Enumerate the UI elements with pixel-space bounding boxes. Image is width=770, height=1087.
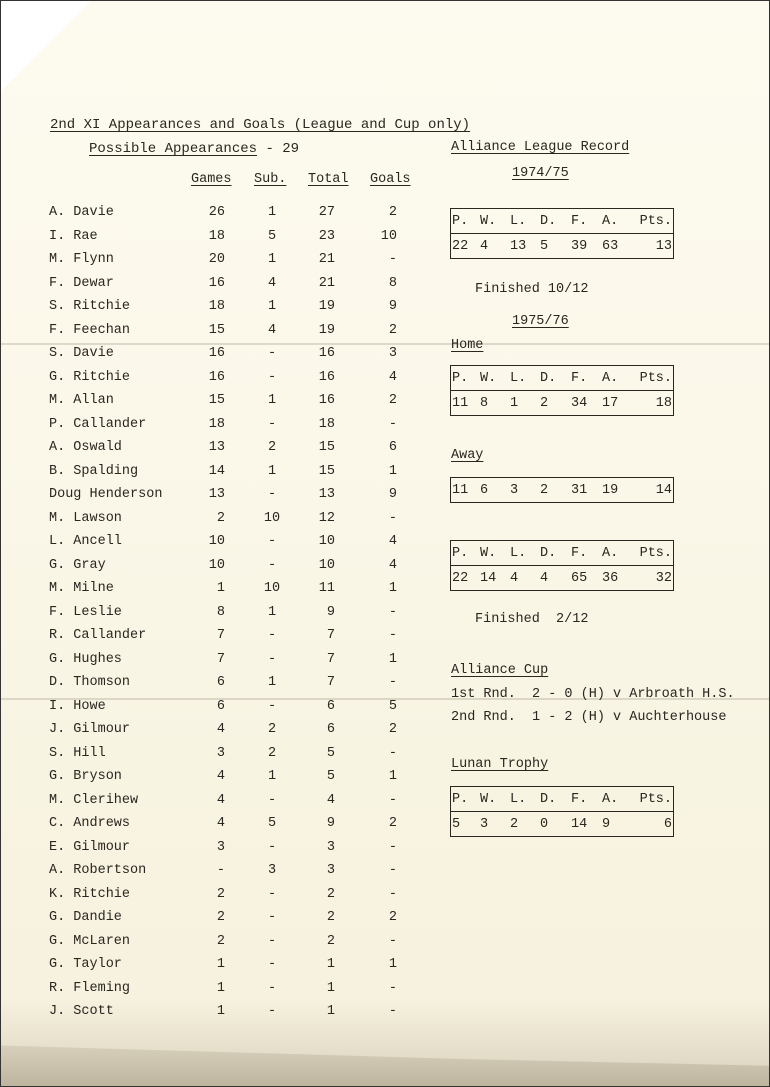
sub-cell: 4 xyxy=(267,322,277,338)
player-name: G. Taylor xyxy=(49,957,122,972)
player-name: C. Andrews xyxy=(49,816,131,831)
games-cell: 14 xyxy=(208,463,225,479)
table-row xyxy=(1,440,431,460)
player-name: F. Feechan xyxy=(49,322,131,338)
total-cell: 18 xyxy=(318,416,335,432)
sub-cell: - xyxy=(267,628,277,643)
column-header-games: Games xyxy=(191,172,232,187)
player-name: G. Dandie xyxy=(49,910,122,925)
home-label: Home xyxy=(451,338,484,353)
sub-cell: 1 xyxy=(267,299,277,314)
player-name: J. Gilmour xyxy=(49,722,131,737)
total-cell: 19 xyxy=(318,322,335,338)
total-cell: 6 xyxy=(326,698,335,714)
player-name: B. Spalding xyxy=(49,463,139,479)
goals-cell: - xyxy=(388,933,397,949)
record-values-row: 11 6 3 2 31 19 14 xyxy=(452,482,672,498)
player-name: I. Howe xyxy=(49,698,106,714)
goals-cell: - xyxy=(388,863,397,878)
player-name: G. Bryson xyxy=(49,769,122,784)
games-cell: - xyxy=(216,863,225,878)
games-cell: 10 xyxy=(208,557,225,573)
cup-round-1: 1st Rnd. 2 - 0 (H) v Arbroath H.S. xyxy=(451,687,735,702)
page-title: 2nd XI Appearances and Goals (League and Cup only) xyxy=(50,117,471,133)
possible-appearances xyxy=(89,142,299,156)
total-cell: 1 xyxy=(326,1004,335,1019)
games-cell: 15 xyxy=(208,322,225,338)
games-cell: 18 xyxy=(208,416,225,432)
record-values-row: 11 8 1 2 34 17 18 xyxy=(451,390,673,415)
player-name: M. Lawson xyxy=(49,510,122,526)
sub-cell: - xyxy=(267,792,277,808)
sub-cell: 1 xyxy=(267,205,277,220)
total-cell: 9 xyxy=(326,604,335,620)
goals-cell: 4 xyxy=(388,557,397,573)
record-table-1974 xyxy=(450,208,674,259)
record-table-1975-total xyxy=(450,540,674,591)
total-cell: 5 xyxy=(326,745,335,761)
player-name: E. Gilmour xyxy=(49,839,131,855)
games-cell: 6 xyxy=(216,698,225,714)
sub-cell: - xyxy=(267,416,277,432)
goals-cell: 10 xyxy=(380,228,397,244)
player-name: S. Ritchie xyxy=(49,299,131,314)
total-cell: 7 xyxy=(326,628,335,643)
total-cell: 3 xyxy=(326,839,335,855)
player-name: D. Thomson xyxy=(49,675,131,690)
games-cell: 18 xyxy=(208,228,225,244)
games-cell: 1 xyxy=(216,957,225,972)
player-name: S. Hill xyxy=(49,745,106,761)
table-row xyxy=(1,511,431,531)
table-row xyxy=(1,487,431,507)
paper-fold xyxy=(1,343,769,345)
games-cell: 18 xyxy=(208,299,225,314)
table-row xyxy=(1,793,431,813)
total-cell: 7 xyxy=(326,675,335,690)
record-table-lunan xyxy=(450,786,674,837)
goals-cell: 2 xyxy=(388,722,397,737)
table-row xyxy=(1,393,431,413)
goals-cell: - xyxy=(388,1004,397,1019)
sub-cell: 1 xyxy=(267,675,277,690)
goals-cell: - xyxy=(388,792,397,808)
total-cell: 2 xyxy=(326,910,335,925)
table-row xyxy=(1,417,431,437)
player-name: J. Scott xyxy=(49,1004,114,1019)
table-row xyxy=(1,934,431,954)
games-cell: 2 xyxy=(216,510,225,526)
sub-cell: - xyxy=(267,534,277,549)
table-row xyxy=(1,370,431,390)
games-cell: 3 xyxy=(216,745,225,761)
table-row xyxy=(1,746,431,766)
goals-cell: 8 xyxy=(388,275,397,291)
table-row xyxy=(1,229,431,249)
lunan-title: Lunan Trophy xyxy=(451,757,549,772)
sub-cell: - xyxy=(267,369,277,385)
total-cell: 15 xyxy=(318,440,335,455)
player-name: M. Milne xyxy=(49,581,114,596)
table-row xyxy=(1,863,431,883)
total-cell: 21 xyxy=(318,275,335,291)
total-cell: 1 xyxy=(326,980,335,996)
sub-cell: 2 xyxy=(267,440,277,455)
games-cell: 15 xyxy=(208,393,225,408)
table-row xyxy=(1,323,431,343)
player-name: A. Robertson xyxy=(49,863,147,878)
total-cell: 7 xyxy=(326,651,335,667)
table-row xyxy=(1,1004,431,1024)
goals-cell: 2 xyxy=(388,322,397,338)
games-cell: 4 xyxy=(216,769,225,784)
games-cell: 16 xyxy=(208,369,225,385)
record-values-row: 22 4 13 5 39 63 13 xyxy=(451,233,673,258)
table-row xyxy=(1,581,431,601)
table-row xyxy=(1,534,431,554)
sub-cell: - xyxy=(267,933,277,949)
record-table-home xyxy=(450,365,674,416)
goals-cell: 1 xyxy=(388,769,397,784)
sub-cell: 3 xyxy=(267,863,277,878)
total-cell: 2 xyxy=(326,933,335,949)
player-name: G. Ritchie xyxy=(49,369,131,385)
goals-cell: - xyxy=(388,628,397,643)
sub-cell: 1 xyxy=(267,252,277,267)
table-row xyxy=(1,299,431,319)
season-1975-label: 1975/76 xyxy=(512,314,569,329)
table-row xyxy=(1,910,431,930)
away-label: Away xyxy=(451,448,484,463)
table-row xyxy=(1,699,431,719)
player-name: A. Davie xyxy=(49,205,114,220)
player-name: P. Callander xyxy=(49,416,147,432)
sub-cell: 1 xyxy=(267,604,277,620)
total-cell: 3 xyxy=(326,863,335,878)
table-row xyxy=(1,981,431,1001)
player-name: S. Davie xyxy=(49,346,114,361)
table-row xyxy=(1,722,431,742)
games-cell: 7 xyxy=(216,651,225,667)
games-cell: 8 xyxy=(216,604,225,620)
table-row xyxy=(1,957,431,977)
games-cell: 1 xyxy=(216,1004,225,1019)
player-name: G. Hughes xyxy=(49,651,122,667)
player-name: I. Rae xyxy=(49,228,98,244)
table-row xyxy=(1,605,431,625)
games-cell: 2 xyxy=(216,933,225,949)
sub-cell: - xyxy=(267,487,277,502)
column-header-goals: Goals xyxy=(370,172,411,187)
page-corner xyxy=(1,1,91,91)
total-cell: 16 xyxy=(318,369,335,385)
games-cell: 7 xyxy=(216,628,225,643)
record-table-away xyxy=(450,477,674,503)
cup-round-2: 2nd Rnd. 1 - 2 (H) v Auchterhouse xyxy=(451,710,727,725)
player-name: R. Fleming xyxy=(49,980,131,996)
table-row xyxy=(1,816,431,836)
player-name: G. McLaren xyxy=(49,933,131,949)
goals-cell: 1 xyxy=(388,581,397,596)
record-header-row: P. W. L. D. F. A. Pts. xyxy=(452,213,672,229)
goals-cell: 2 xyxy=(388,910,397,925)
table-row xyxy=(1,628,431,648)
total-cell: 16 xyxy=(318,346,335,361)
goals-cell: 1 xyxy=(388,463,397,479)
goals-cell: - xyxy=(388,252,397,267)
sub-cell: 1 xyxy=(267,769,277,784)
player-name: L. Ancell xyxy=(49,534,122,549)
sub-cell: 5 xyxy=(267,816,277,831)
total-cell: 10 xyxy=(318,557,335,573)
player-name: R. Callander xyxy=(49,628,147,643)
sub-cell: 2 xyxy=(267,722,277,737)
record-values-row: 22 14 4 4 65 36 32 xyxy=(451,565,673,590)
cup-title: Alliance Cup xyxy=(451,663,549,678)
player-name: A. Oswald xyxy=(49,440,122,455)
goals-cell: 4 xyxy=(388,534,397,549)
goals-cell: 2 xyxy=(388,816,397,831)
goals-cell: 1 xyxy=(388,651,397,667)
games-cell: 2 xyxy=(216,910,225,925)
goals-cell: - xyxy=(388,510,397,526)
total-cell: 6 xyxy=(326,722,335,737)
goals-cell: 9 xyxy=(388,299,397,314)
games-cell: 3 xyxy=(216,839,225,855)
sub-cell: 5 xyxy=(267,228,277,244)
sub-cell: 1 xyxy=(267,393,277,408)
goals-cell: 6 xyxy=(388,440,397,455)
games-cell: 26 xyxy=(208,205,225,220)
games-cell: 1 xyxy=(216,581,225,596)
goals-cell: 1 xyxy=(388,957,397,972)
goals-cell: 2 xyxy=(388,205,397,220)
sub-cell: - xyxy=(267,886,277,902)
sub-cell: - xyxy=(267,698,277,714)
total-cell: 9 xyxy=(326,816,335,831)
table-row xyxy=(1,464,431,484)
games-cell: 4 xyxy=(216,722,225,737)
total-cell: 1 xyxy=(326,957,335,972)
goals-cell: 9 xyxy=(388,487,397,502)
finished-1974: Finished 10/12 xyxy=(475,282,589,297)
paper-curl xyxy=(1,1041,769,1086)
finished-1975: Finished 2/12 xyxy=(475,612,589,627)
table-row xyxy=(1,558,431,578)
sub-cell: 10 xyxy=(263,510,281,526)
games-cell: 13 xyxy=(208,487,225,502)
sub-cell: - xyxy=(267,957,277,972)
total-cell: 21 xyxy=(318,252,335,267)
sub-cell: - xyxy=(267,557,277,573)
total-cell: 13 xyxy=(318,487,335,502)
table-row xyxy=(1,887,431,907)
goals-cell: - xyxy=(388,886,397,902)
table-row xyxy=(1,276,431,296)
table-row xyxy=(1,769,431,789)
player-name: G. Gray xyxy=(49,557,106,573)
goals-cell: - xyxy=(388,980,397,996)
total-cell: 23 xyxy=(318,228,335,244)
total-cell: 4 xyxy=(326,792,335,808)
table-row xyxy=(1,675,431,695)
table-row xyxy=(1,252,431,272)
total-cell: 2 xyxy=(326,886,335,902)
total-cell: 11 xyxy=(318,581,335,596)
total-cell: 12 xyxy=(318,510,335,526)
sub-cell: - xyxy=(267,651,277,667)
player-name: F. Dewar xyxy=(49,275,114,291)
goals-cell: 2 xyxy=(388,393,397,408)
goals-cell: - xyxy=(388,675,397,690)
season-1974-label: 1974/75 xyxy=(512,166,569,181)
total-cell: 10 xyxy=(318,534,335,549)
sub-cell: - xyxy=(267,346,277,361)
table-row xyxy=(1,205,431,225)
player-name: Doug Henderson xyxy=(49,487,163,502)
games-cell: 13 xyxy=(208,440,225,455)
record-header-row: P. W. L. D. F. A. Pts. xyxy=(452,791,672,807)
goals-cell: 5 xyxy=(388,698,397,714)
games-cell: 6 xyxy=(216,675,225,690)
possible-appearances-value: - 29 xyxy=(265,141,300,157)
games-cell: 10 xyxy=(208,534,225,549)
goals-cell: 4 xyxy=(388,369,397,385)
sub-cell: 2 xyxy=(267,745,277,761)
sub-cell: 4 xyxy=(267,275,277,291)
goals-cell: 3 xyxy=(388,346,397,361)
record-header-row: P. W. L. D. F. A. Pts. xyxy=(452,370,672,386)
column-header-total: Total xyxy=(308,172,349,187)
games-cell: 4 xyxy=(216,816,225,831)
total-cell: 15 xyxy=(318,463,335,479)
total-cell: 16 xyxy=(318,393,335,408)
total-cell: 19 xyxy=(318,299,335,314)
table-row xyxy=(1,652,431,672)
player-name: M. Clerihew xyxy=(49,792,139,808)
player-name: K. Ritchie xyxy=(49,886,131,902)
games-cell: 20 xyxy=(208,252,225,267)
goals-cell: - xyxy=(388,839,397,855)
record-values-row: 5 3 2 0 14 9 6 xyxy=(451,811,673,836)
games-cell: 2 xyxy=(216,886,225,902)
sub-cell: - xyxy=(267,839,277,855)
sub-cell: - xyxy=(267,1004,277,1019)
player-name: M. Flynn xyxy=(49,252,114,267)
possible-appearances-label: Possible Appearances xyxy=(89,141,258,157)
goals-cell: - xyxy=(388,745,397,761)
table-row xyxy=(1,346,431,366)
total-cell: 5 xyxy=(326,769,335,784)
sub-cell: 1 xyxy=(267,463,277,479)
games-cell: 1 xyxy=(216,980,225,996)
record-header-row: P. W. L. D. F. A. Pts. xyxy=(452,545,672,561)
sub-cell: - xyxy=(267,980,277,996)
league-title: Alliance League Record xyxy=(451,140,630,155)
goals-cell: - xyxy=(388,604,397,620)
sub-cell: 10 xyxy=(263,581,281,596)
games-cell: 16 xyxy=(208,346,225,361)
goals-cell: - xyxy=(388,416,397,432)
column-header-sub: Sub. xyxy=(254,172,287,187)
total-cell: 27 xyxy=(318,205,335,220)
games-cell: 4 xyxy=(216,792,225,808)
games-cell: 16 xyxy=(208,275,225,291)
player-name: F. Leslie xyxy=(49,604,122,620)
sub-cell: - xyxy=(267,910,277,925)
table-row xyxy=(1,840,431,860)
player-name: M. Allan xyxy=(49,393,114,408)
